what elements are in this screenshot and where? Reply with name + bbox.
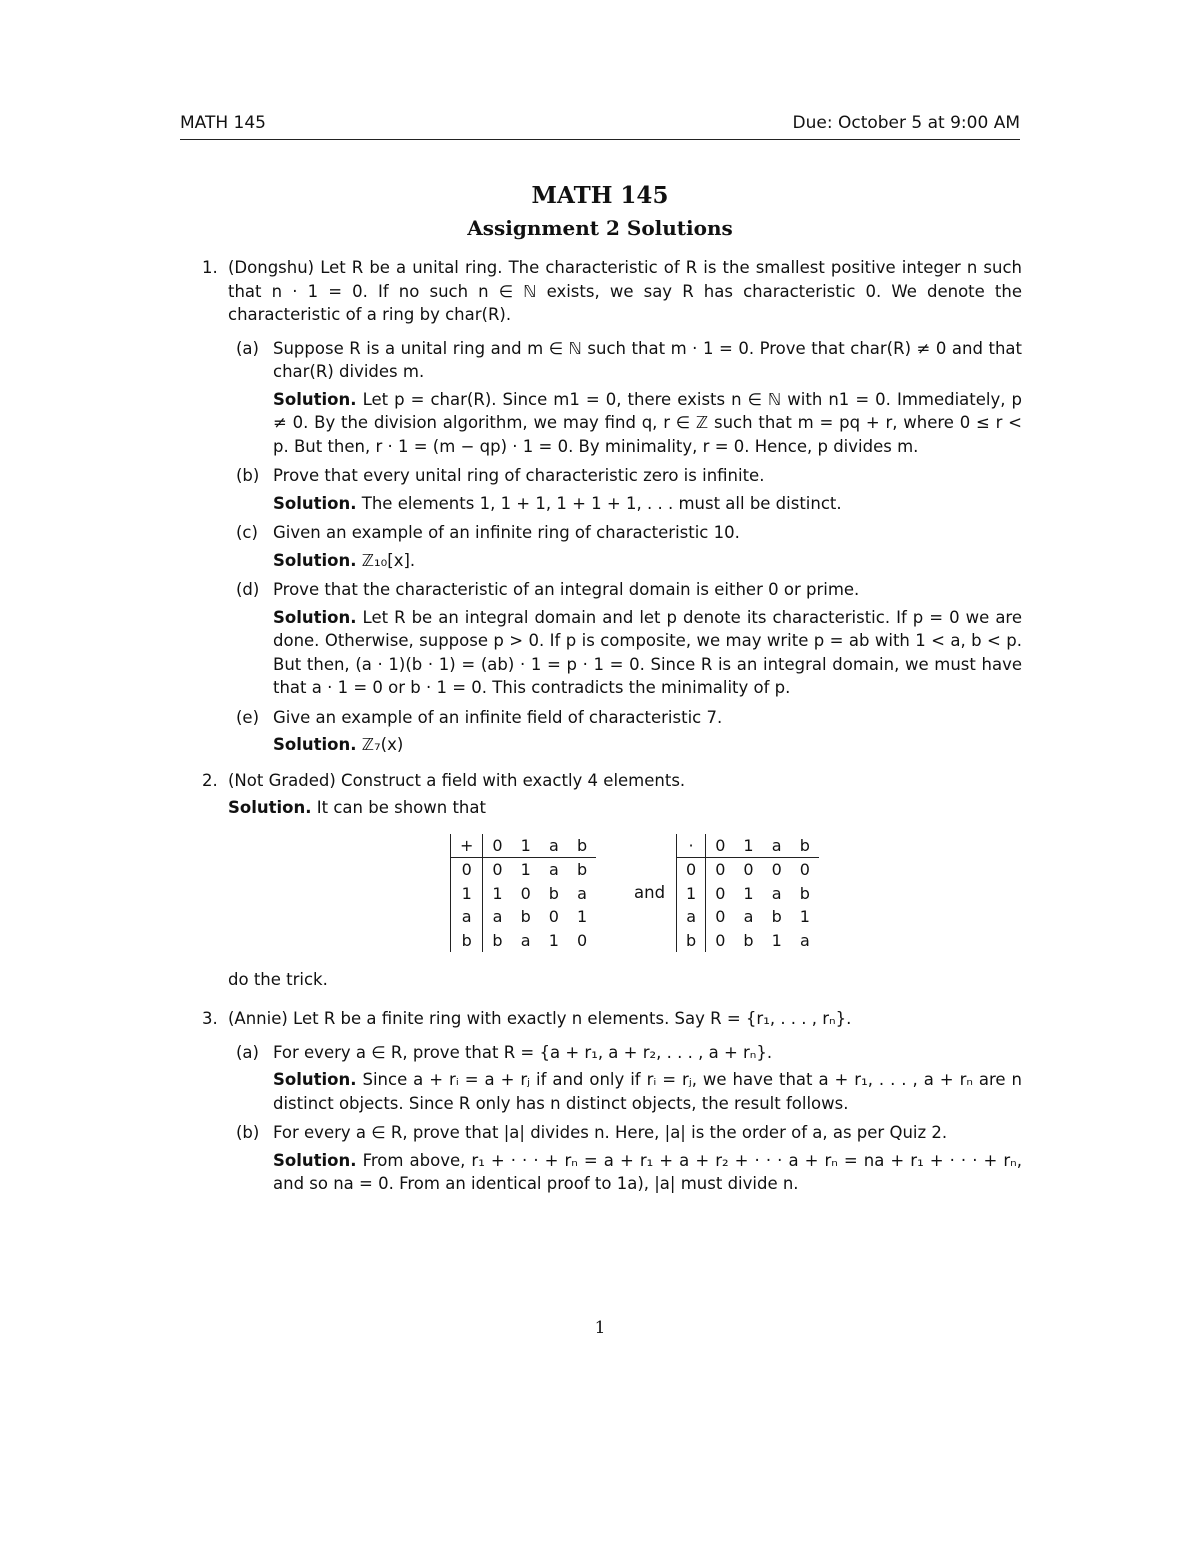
table-header-cell: a — [763, 834, 791, 858]
solution-label: Solution. — [273, 735, 357, 754]
document-body — [180, 256, 1022, 1196]
solution-text: Let R be an integral domain and let p denote its characteristic. If p = 0 we are done. Otherwise, suppose p > 0. If p is composite, we may write p = ab with 1 < a, b < p. But then, (a · 1)(b · 1) = (ab) · 1 = p · 1 = 0. Since R is an integral domain, we must have that a · 1 = 0 or b · 1 = 0. This contradicts the minimality of p. — [273, 607, 1022, 697]
table-cell: 0 — [677, 858, 706, 882]
table-cell: 0 — [799, 860, 810, 879]
table-cell: 1 — [743, 883, 754, 903]
table-cell: 0 — [771, 860, 782, 879]
part-label: (a) — [236, 1042, 259, 1062]
part-label: (a) — [236, 338, 259, 358]
problem-number: 3. — [202, 1009, 218, 1028]
part-solution — [273, 606, 1022, 700]
part-question: Prove that the characteristic of an integral domain is either 0 or prime. — [273, 580, 860, 599]
table-cell: 1 — [520, 860, 531, 879]
solution-text: From above, r₁ + · · · + rₙ = a + r₁ + a + r₂ + · · · a + rₙ = na + r₁ + · · · + rₙ, and so na = 0. From an identical proof to 1a), |a| must divide n. — [273, 1150, 1022, 1193]
multiplication-table — [676, 834, 819, 953]
table-header-cell: b — [568, 834, 596, 858]
addition-table — [450, 834, 596, 953]
part-1c — [228, 521, 1022, 572]
table-cell: a — [451, 905, 483, 929]
table-cell: b — [771, 907, 782, 926]
part-solution — [273, 733, 1022, 757]
table-cell: 1 — [492, 883, 503, 903]
table-cell: a — [677, 905, 706, 929]
table-cell: b — [451, 929, 483, 953]
running-header — [180, 113, 1020, 140]
part-question: Given an example of an infinite ring of characteristic 10. — [273, 523, 740, 542]
solution-text: Let p = char(R). Since m1 = 0, there exists n ∈ ℕ with n1 = 0. Immediately, p ≠ 0. By the division algorithm, we may find q, r ∈ ℤ such that m = pq + r, where 0 ≤ r < p. But then, r · 1 = (m − qp) · 1 = 0. By minimality, r = 0. Hence, p divides m. — [273, 389, 1023, 456]
solution-label: Solution. — [273, 1150, 357, 1170]
title-course: MATH 145 — [531, 182, 669, 209]
solution-text: It can be shown that — [316, 798, 486, 817]
problem-closing: do the trick. — [228, 969, 328, 989]
and-connector: and — [634, 882, 666, 902]
table-header-cell: 1 — [734, 834, 762, 858]
table-row — [451, 858, 597, 882]
table-cell: 0 — [715, 907, 726, 926]
table-cell: a — [577, 883, 587, 903]
part-label: (b) — [236, 466, 260, 485]
problem-2 — [180, 769, 1022, 992]
table-header-cell: 1 — [512, 834, 540, 858]
table-cell: b — [576, 860, 588, 879]
problem-solution — [228, 796, 1022, 820]
part-3b — [228, 1121, 1022, 1196]
table-cell: a — [548, 860, 559, 879]
problem-number: 1. — [202, 258, 218, 277]
part-solution — [273, 1068, 1022, 1115]
table-row — [451, 905, 597, 929]
part-3a — [228, 1041, 1022, 1116]
field-operation-tables — [228, 834, 1022, 954]
table-cell: 0 — [451, 858, 483, 882]
part-1b — [228, 464, 1022, 515]
part-1d — [228, 578, 1022, 700]
table-cell: 1 — [771, 930, 782, 950]
problem-statement: (Dongshu) Let R be a unital ring. The characteristic of R is the smallest positive integer n such that n · 1 = 0. If no such n ∈ ℕ exists, we say R has characteristic 0. We denote the characteristic of a ring by char(R). — [228, 258, 1022, 324]
table-header-row — [677, 834, 819, 858]
table-cell: b — [548, 883, 559, 903]
table-cell: 0 — [548, 907, 559, 926]
table-cell: 1 — [548, 930, 559, 950]
problem-statement: (Not Graded) Construct a field with exactly 4 elements. — [228, 770, 686, 790]
solution-text: ℤ₁₀[x]. — [361, 550, 416, 570]
table-row — [451, 882, 597, 906]
part-label: (d) — [236, 580, 260, 599]
problem-number: 2. — [202, 770, 218, 790]
table-header-cell: b — [791, 834, 819, 858]
table-cell: 0 — [520, 883, 531, 903]
table-row — [677, 929, 819, 953]
title-assignment: Assignment 2 Solutions — [467, 216, 733, 240]
table-corner: · — [677, 834, 706, 858]
table-cell: 1 — [799, 907, 810, 926]
part-question: Give an example of an infinite field of characteristic 7. — [273, 707, 723, 727]
document-title — [180, 180, 1020, 244]
part-question: For every a ∈ R, prove that R = {a + r₁, a + r₂, . . . , a + rₙ}. — [273, 1042, 773, 1062]
table-cell: 0 — [715, 930, 726, 950]
table-row — [677, 858, 819, 882]
problem-1 — [180, 256, 1022, 757]
table-header-cell: 0 — [706, 834, 735, 858]
table-header-row — [451, 834, 597, 858]
table-header-cell: a — [540, 834, 568, 858]
solution-text: ℤ₇(x) — [361, 735, 404, 754]
table-cell: a — [799, 930, 810, 950]
table-row — [451, 929, 597, 953]
solution-label: Solution. — [273, 607, 357, 627]
problem-3 — [180, 1007, 1022, 1196]
table-row — [677, 905, 819, 929]
part-question: Prove that every unital ring of characteristic zero is infinite. — [273, 466, 765, 485]
table-header-cell: 0 — [483, 834, 512, 858]
solution-label: Solution. — [228, 798, 312, 817]
problem-3-parts — [228, 1041, 1022, 1196]
page-number: 1 — [594, 1318, 606, 1338]
table-cell: 0 — [715, 860, 726, 879]
table-row — [677, 882, 819, 906]
part-solution — [273, 549, 1022, 573]
solution-text: Since a + rᵢ = a + rⱼ if and only if rᵢ = rⱼ, we have that a + r₁, . . . , a + rₙ are n distinct objects. Since R only has n distinct objects, the result follows. — [273, 1070, 1022, 1113]
table-cell: a — [492, 907, 503, 926]
part-1e — [228, 706, 1022, 757]
table-cell: a — [743, 907, 754, 926]
solution-label: Solution. — [273, 389, 357, 409]
table-cell: b — [799, 883, 810, 903]
part-question: Suppose R is a unital ring and m ∈ ℕ such that m · 1 = 0. Prove that char(R) ≠ 0 and that char(R) divides m. — [273, 338, 1022, 381]
table-cell: 0 — [492, 860, 503, 879]
solution-text: The elements 1, 1 + 1, 1 + 1 + 1, . . . must all be distinct. — [361, 493, 842, 513]
table-cell: 0 — [715, 883, 726, 903]
header-course: MATH 145 — [180, 113, 266, 133]
solution-label: Solution. — [273, 1070, 357, 1089]
solution-label: Solution. — [273, 550, 357, 570]
table-cell: 0 — [576, 930, 588, 950]
part-solution — [273, 1149, 1022, 1196]
table-cell: b — [743, 930, 754, 950]
table-cell: a — [771, 883, 782, 903]
part-solution — [273, 388, 1022, 459]
part-label: (e) — [236, 707, 260, 727]
table-cell: b — [520, 907, 531, 926]
table-cell: 1 — [451, 882, 483, 906]
table-cell: b — [677, 929, 706, 953]
solution-label: Solution. — [273, 493, 357, 513]
part-label: (c) — [236, 523, 258, 542]
part-1a — [228, 337, 1022, 459]
table-cell: 0 — [743, 860, 754, 879]
part-question: For every a ∈ R, prove that |a| divides n. Here, |a| is the order of a, as per Quiz 2. — [273, 1123, 948, 1142]
table-cell: 1 — [576, 907, 588, 926]
part-solution — [273, 492, 1022, 516]
table-cell: b — [492, 930, 503, 950]
table-corner: + — [451, 834, 483, 858]
part-label: (b) — [236, 1123, 260, 1142]
problem-1-parts — [228, 337, 1022, 757]
header-due-date: Due: October 5 at 9:00 AM — [792, 113, 1020, 133]
table-cell: 1 — [677, 882, 706, 906]
problem-statement: (Annie) Let R be a finite ring with exactly n elements. Say R = {r₁, . . . , rₙ}. — [228, 1009, 852, 1028]
table-cell: a — [520, 930, 531, 950]
